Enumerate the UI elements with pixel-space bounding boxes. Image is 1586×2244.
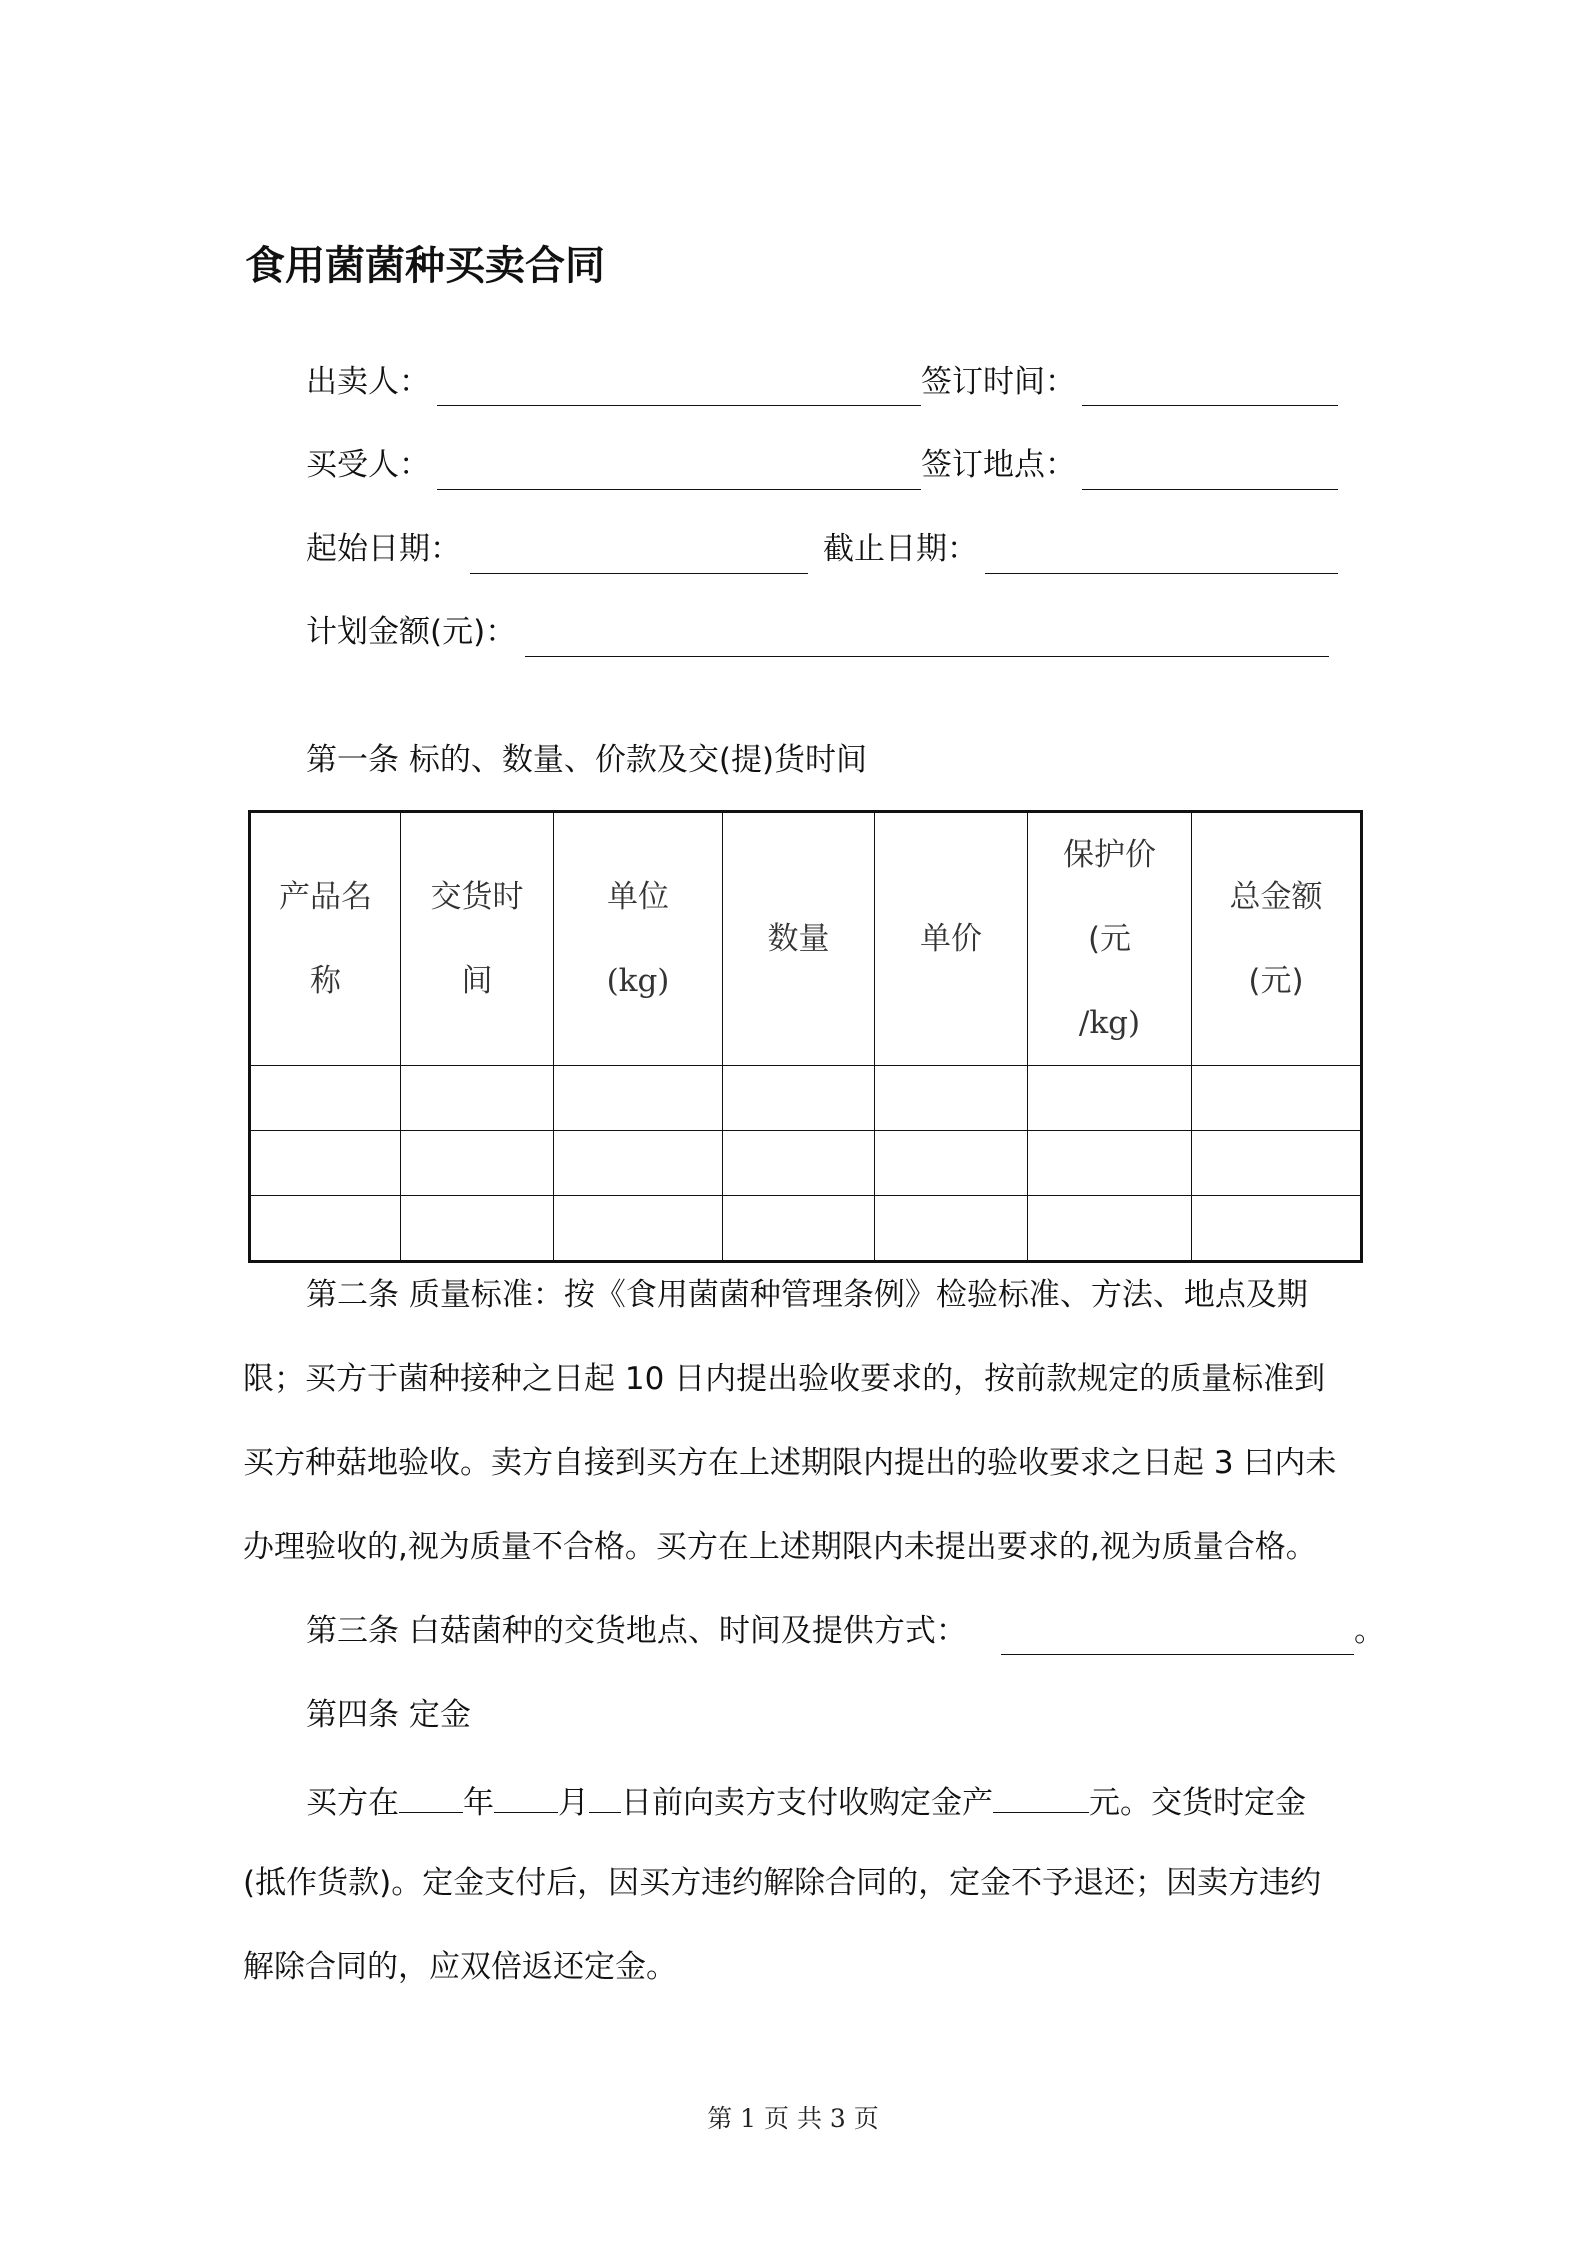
table-cell[interactable] [875, 1196, 1028, 1262]
table-cell[interactable] [401, 1196, 554, 1262]
header-unit-price-line: 单价 [920, 921, 982, 957]
header-unit-line: (kg) [606, 963, 670, 999]
start-date-field[interactable] [470, 573, 808, 574]
header-total-amount-line: (元) [1248, 963, 1304, 999]
deposit-text: 日前向卖方支付收购定金产 [621, 1785, 993, 1821]
header-total-amount [1192, 812, 1362, 1066]
table-cell[interactable] [875, 1066, 1028, 1131]
article2-text: 办理验收的,视为质量不合格。买方在上述期限内未提出要求的,视为质量合格。 [243, 1529, 1317, 1565]
header-unit [554, 812, 723, 1066]
deposit-day-field[interactable] [589, 1784, 621, 1813]
article2-text: 买方种菇地验收。卖方自接到买方在上述期限内提出的验收要求之日起 3 曰内未 [243, 1445, 1337, 1481]
header-product-name [250, 812, 401, 1066]
header-product-name-line: 称 [310, 963, 341, 999]
table-cell[interactable] [401, 1131, 554, 1196]
goods-table [248, 810, 1363, 1263]
table-cell[interactable] [554, 1066, 723, 1131]
article3-field[interactable] [1001, 1654, 1354, 1655]
end-date-label: 截止日期： [823, 531, 978, 567]
sign-place-field[interactable] [1082, 489, 1338, 490]
header-unit-line: 单位 [607, 879, 669, 915]
table-row [250, 1196, 1362, 1262]
table-row [250, 1066, 1362, 1131]
table-cell[interactable] [250, 1131, 401, 1196]
table-cell[interactable] [1192, 1196, 1362, 1262]
end-date-field[interactable] [985, 573, 1338, 574]
article2-line [243, 1529, 1358, 1565]
header-protected-price-line: 保护价 [1063, 837, 1156, 873]
table-cell[interactable] [1192, 1066, 1362, 1131]
buyer-label: 买受人： [306, 447, 430, 483]
deposit-month-field[interactable] [494, 1784, 558, 1813]
page-footer: 第 1 页 共 3 页 [707, 2104, 879, 2133]
header-protected-price [1028, 812, 1192, 1066]
header-protected-price-line: (元 [1087, 921, 1132, 957]
article3-text: 第三条 白菇菌种的交货地点、时间及提供方式： [306, 1613, 967, 1649]
contract-title: 食用菌菌种买卖合同 [245, 243, 605, 289]
table-row [250, 1131, 1362, 1196]
plan-amount-field[interactable] [525, 656, 1329, 657]
article2-line [306, 1277, 1358, 1313]
sign-place-label: 签订地点： [921, 447, 1076, 483]
header-quantity [723, 812, 875, 1066]
table-cell[interactable] [1028, 1196, 1192, 1262]
table-cell[interactable] [723, 1066, 875, 1131]
table-cell[interactable] [723, 1131, 875, 1196]
table-cell[interactable] [554, 1196, 723, 1262]
deposit-amount-field[interactable] [993, 1784, 1089, 1813]
header-unit-price [875, 812, 1028, 1066]
header-quantity-line: 数量 [767, 921, 830, 957]
seller-field[interactable] [437, 405, 921, 406]
deposit-line-1 [306, 1784, 1306, 1819]
header-total-amount-line: 总金额 [1229, 879, 1323, 915]
table-cell[interactable] [723, 1196, 875, 1262]
table-cell[interactable] [554, 1131, 723, 1196]
deposit-line-3 [243, 1949, 1358, 1985]
deposit-text: 月 [558, 1785, 589, 1821]
article3-period: 。 [1354, 1613, 1385, 1649]
table-cell[interactable] [1028, 1066, 1192, 1131]
deposit-text: 元。交货时定金 [1089, 1785, 1306, 1821]
deposit-text: (抵作货款)。定金支付后，因买方违约解除合同的，定金不予退还；因卖方违约 [243, 1865, 1322, 1901]
table-cell[interactable] [875, 1131, 1028, 1196]
header-delivery-time-line: 间 [461, 963, 493, 999]
goods-table-header-row [250, 812, 1362, 1066]
deposit-line-2 [243, 1865, 1358, 1901]
header-protected-price-line: /kg) [1078, 1005, 1141, 1041]
sign-time-field[interactable] [1082, 405, 1338, 406]
plan-amount-label: 计划金额(元)： [306, 614, 517, 650]
table-cell[interactable] [401, 1066, 554, 1131]
article2-text: 限；买方于菌种接种之日起 10 日内提出验收要求的，按前款规定的质量标准到 [243, 1361, 1326, 1397]
header-product-name-line: 产品名 [279, 879, 372, 915]
start-date-label: 起始日期： [306, 531, 461, 567]
header-delivery-time [401, 812, 554, 1066]
header-delivery-time-line: 交货时 [430, 879, 524, 915]
deposit-year-field[interactable] [399, 1784, 463, 1813]
buyer-field[interactable] [437, 489, 921, 490]
seller-label: 出卖人： [306, 364, 430, 400]
article4-heading: 第四条 定金 [306, 1697, 471, 1733]
sign-time-label: 签订时间： [921, 364, 1076, 400]
deposit-text: 解除合同的，应双倍返还定金。 [243, 1949, 677, 1985]
table-cell[interactable] [250, 1066, 401, 1131]
article2-line [243, 1445, 1358, 1481]
table-cell[interactable] [1028, 1131, 1192, 1196]
article2-line [243, 1361, 1358, 1397]
deposit-text: 买方在 [306, 1785, 399, 1821]
table-cell[interactable] [1192, 1131, 1362, 1196]
deposit-text: 年 [463, 1785, 494, 1821]
article1-heading: 第一条 标的、数量、价款及交(提)货时间 [306, 742, 868, 778]
table-cell[interactable] [250, 1196, 401, 1262]
article2-text: 第二条 质量标准：按《食用菌菌种管理条例》检验标准、方法、地点及期 [306, 1277, 1308, 1313]
